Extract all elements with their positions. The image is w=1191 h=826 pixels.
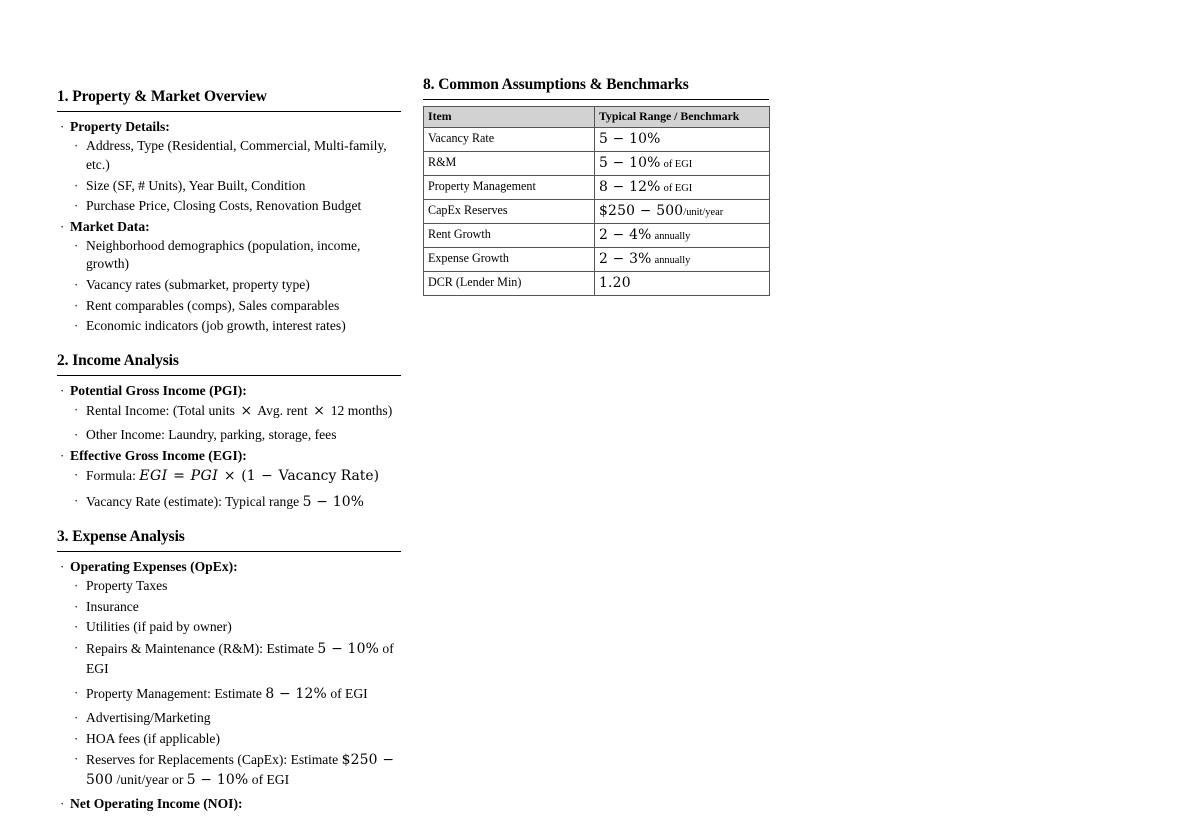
list-item: [70, 237, 401, 274]
equals-operator: =: [173, 468, 186, 485]
list-item-egi: [57, 447, 401, 512]
cell-value: [595, 223, 770, 247]
sublist-market-data: [70, 237, 401, 336]
rm-of-egi: of EGI: [86, 640, 394, 677]
bullet-icon: ·: [74, 578, 79, 594]
section-rule-1: [57, 111, 401, 112]
list-item-capex-reserves: [70, 750, 401, 790]
rental-income-prefix: Rental Income: (Total units: [86, 403, 235, 419]
list-section-2: [57, 382, 401, 512]
list-item-text: Advertising/Marketing: [86, 709, 211, 725]
list-item-egi-formula: [70, 466, 401, 486]
column-header-range: Typical Range / Benchmark: [595, 107, 770, 127]
cell-value: [595, 151, 770, 175]
cell-value-math: 8 − 12%: [599, 179, 661, 196]
section-income-analysis: [57, 352, 401, 512]
cell-value: [595, 271, 770, 295]
list-item: [70, 730, 401, 749]
list-item-noi: [57, 795, 401, 813]
list-item-rental-income: [70, 401, 401, 421]
math-vacancy-rate: Vacancy Rate): [278, 468, 380, 485]
bullet-icon: ·: [74, 177, 79, 193]
bullet-icon: ·: [74, 709, 79, 725]
cell-value-math: 1.20: [599, 275, 631, 292]
list-item-label: Operating Expenses (OpEx):: [70, 558, 238, 574]
list-item-property-details: [57, 118, 401, 216]
math-range-5-10: 5 − 10%: [186, 772, 249, 789]
math-range-5-10: 5 − 10%: [317, 640, 380, 657]
bullet-icon: ·: [74, 427, 79, 443]
table-row: [424, 127, 770, 151]
cell-value-note: annually: [654, 255, 691, 267]
cell-value-note: of EGI: [663, 159, 693, 171]
table-row: [424, 271, 770, 295]
cell-value-math: 2 − 4%: [599, 227, 652, 244]
minus-operator: −: [261, 468, 274, 485]
math-capex-range: $250 − 500: [86, 752, 395, 789]
bullet-icon: ·: [74, 198, 79, 214]
section-rule-8: [423, 99, 769, 100]
section-property-market-overview: [57, 88, 401, 336]
list-section-3: [57, 558, 401, 814]
bullet-icon: ·: [60, 796, 65, 812]
bullet-icon: ·: [60, 218, 65, 234]
bullet-icon: ·: [60, 119, 65, 135]
bullet-icon: ·: [74, 598, 79, 614]
bullet-icon: ·: [74, 730, 79, 746]
bullet-icon: ·: [74, 277, 79, 293]
table-row: [424, 175, 770, 199]
list-item: [70, 317, 401, 336]
section-expense-analysis: [57, 528, 401, 814]
list-item: [70, 297, 401, 316]
sublist-pgi: [70, 401, 401, 445]
rental-income-suffix: 12 months): [330, 403, 393, 419]
pm-label: Property Management: Estimate: [86, 685, 262, 701]
bullet-icon: ·: [74, 619, 79, 635]
list-item-market-data: [57, 218, 401, 336]
benchmarks-table: [423, 106, 770, 295]
list-item: [70, 709, 401, 728]
times-operator: ×: [223, 468, 236, 485]
cell-value-note: of EGI: [663, 183, 693, 195]
list-item-label: Market Data:: [70, 218, 150, 234]
bullet-icon: ·: [60, 558, 65, 574]
list-item-label: Effective Gross Income (EGI):: [70, 448, 247, 464]
section-heading-1: 1. Property & Market Overview: [57, 88, 267, 105]
math-range-8-12: 8 − 12%: [265, 685, 327, 702]
table-row: [424, 247, 770, 271]
list-item: [70, 618, 401, 637]
bullet-icon: ·: [74, 467, 79, 483]
cell-value-math: $250 − 500: [599, 203, 684, 220]
times-operator: ×: [240, 403, 253, 420]
table-row: [424, 199, 770, 223]
cell-value: [595, 127, 770, 151]
times-operator: ×: [313, 403, 326, 420]
math-range-5-10: 5 − 10%: [302, 493, 365, 510]
list-item: [70, 426, 401, 445]
bullet-icon: ·: [60, 448, 65, 464]
section-rule-2: [57, 375, 401, 376]
formula-label: Formula:: [86, 468, 136, 484]
left-column: [57, 88, 401, 826]
right-column: [423, 76, 769, 296]
list-item: [70, 197, 401, 216]
list-item: [70, 577, 401, 596]
cell-value-math: 5 − 10%: [599, 131, 661, 148]
list-item-text: Neighborhood demographics (population, income, growth): [86, 237, 361, 272]
list-item: [70, 598, 401, 617]
list-item-label: Net Operating Income (NOI):: [70, 796, 243, 812]
cell-value: [595, 199, 770, 223]
bullet-icon: ·: [74, 402, 79, 418]
bullet-icon: ·: [74, 318, 79, 334]
rm-label: Repairs & Maintenance (R&M): Estimate: [86, 640, 315, 656]
list-item-property-management: [70, 684, 401, 704]
cell-item: R&M: [424, 151, 595, 175]
section-heading-8: 8. Common Assumptions & Benchmarks: [423, 76, 689, 93]
bullet-icon: ·: [74, 492, 79, 508]
bullet-icon: ·: [74, 297, 79, 313]
section-heading-2: 2. Income Analysis: [57, 351, 179, 369]
list-item-text: Size (SF, # Units), Year Built, Condition: [86, 177, 306, 193]
list-item-text: Insurance: [86, 598, 139, 614]
cell-value-note: /unit/year: [683, 207, 724, 219]
cell-value: [595, 247, 770, 271]
list-item-opex: [57, 558, 401, 790]
list-item-text: Utilities (if paid by owner): [86, 619, 232, 635]
bullet-icon: ·: [74, 237, 79, 253]
capex-label: Reserves for Replacements (CapEx): Estimate: [86, 752, 339, 768]
capex-of-egi: of EGI: [251, 772, 290, 788]
math-egi: EGI: [139, 468, 168, 485]
cell-item: Expense Growth: [424, 247, 595, 271]
list-item-text: Rent comparables (comps), Sales comparables: [86, 297, 340, 313]
cell-value-note: annually: [654, 231, 691, 243]
list-item: [70, 276, 401, 295]
cell-item: Vacancy Rate: [424, 127, 595, 151]
list-item-text: Vacancy rates (submarket, property type): [86, 277, 310, 293]
list-item-pgi: [57, 382, 401, 445]
list-item: [70, 177, 401, 196]
list-item-text: Address, Type (Residential, Commercial, Multi-family, etc.): [86, 138, 387, 172]
pm-of-egi: of EGI: [330, 685, 368, 701]
cell-value-math: 5 − 10%: [599, 155, 661, 172]
bullet-icon: ·: [74, 684, 79, 700]
list-item-text: Other Income: Laundry, parking, storage, fees: [86, 427, 337, 443]
math-pgi: PGI: [190, 468, 219, 485]
vacancy-label: Vacancy Rate (estimate): Typical range: [86, 493, 300, 509]
bullet-icon: ·: [60, 383, 65, 399]
list-item-repairs-maintenance: [70, 639, 401, 679]
list-item-vacancy-estimate: [70, 492, 401, 512]
list-item-text: Property Taxes: [86, 578, 168, 594]
list-section-1: [57, 118, 401, 336]
math-paren-open: (1: [241, 468, 256, 485]
column-header-item: Item: [424, 107, 595, 127]
section-heading-3: 3. Expense Analysis: [57, 527, 185, 545]
list-item-label: Property Details:: [70, 119, 170, 135]
cell-item: CapEx Reserves: [424, 199, 595, 223]
cell-item: Rent Growth: [424, 223, 595, 247]
sublist-opex: [70, 577, 401, 790]
bullet-icon: ·: [74, 138, 79, 154]
rental-income-mid: Avg. rent: [257, 403, 308, 419]
table-row: [424, 151, 770, 175]
bullet-icon: ·: [74, 639, 79, 655]
list-item: [70, 137, 401, 174]
list-item-label: Potential Gross Income (PGI):: [70, 383, 247, 399]
sublist-egi: [70, 466, 401, 512]
list-item-text: HOA fees (if applicable): [86, 730, 220, 746]
list-item-text: Economic indicators (job growth, interest rates): [86, 318, 346, 334]
cell-item: DCR (Lender Min): [424, 271, 595, 295]
bullet-icon: ·: [74, 751, 79, 767]
sublist-property-details: [70, 137, 401, 215]
list-item-text: Purchase Price, Closing Costs, Renovation Budget: [86, 198, 362, 214]
capex-unit: /unit/year or: [116, 772, 184, 788]
table-row: [424, 223, 770, 247]
cell-item: Property Management: [424, 175, 595, 199]
cell-value-math: 2 − 3%: [599, 251, 652, 268]
section-rule-3: [57, 551, 401, 552]
cell-value: [595, 175, 770, 199]
table-header-row: [424, 107, 770, 127]
